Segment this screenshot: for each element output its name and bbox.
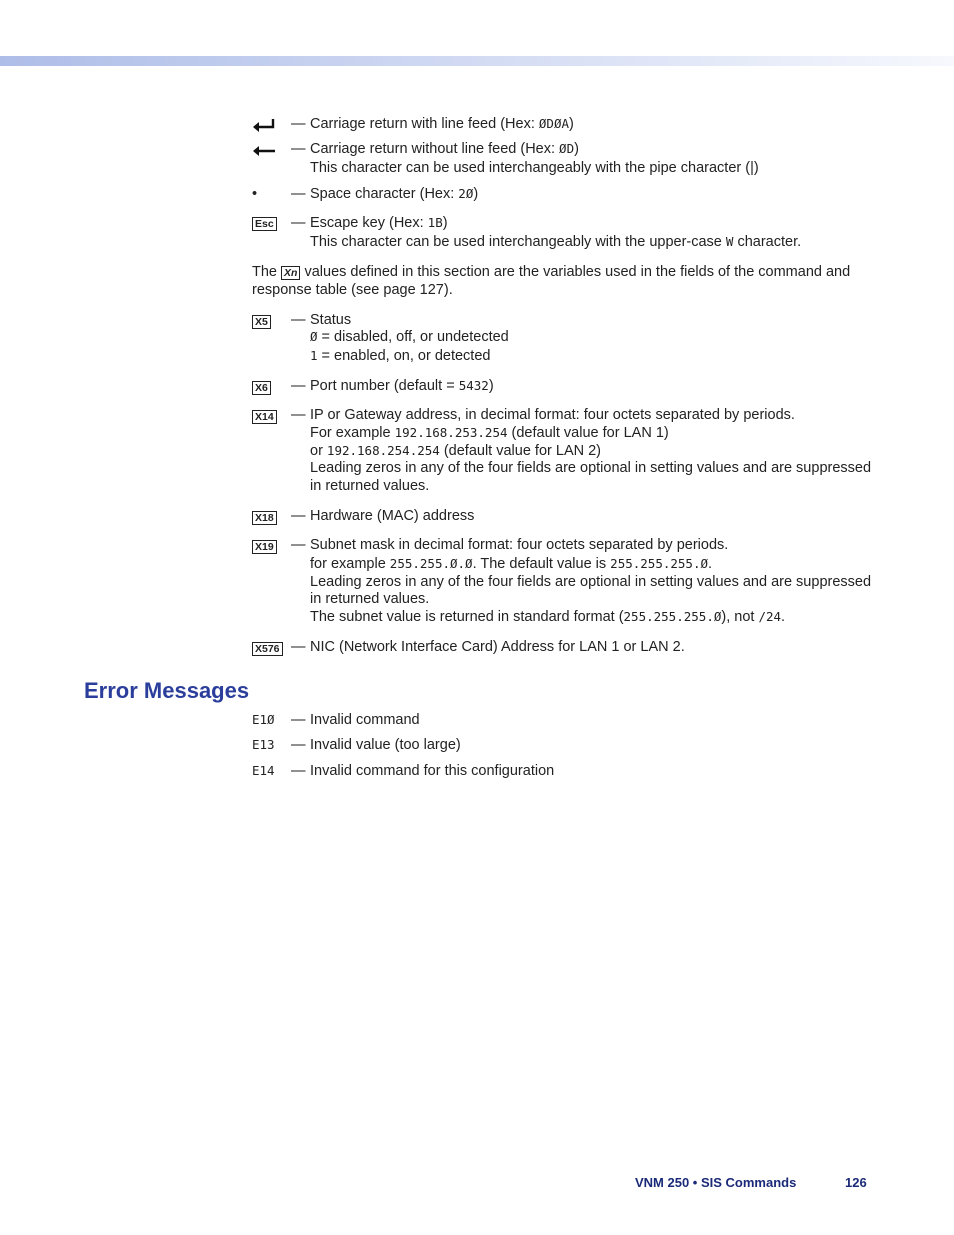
variable-dash: —: [291, 312, 306, 328]
symbol-dash: —: [291, 186, 306, 202]
error-code: E14: [252, 763, 275, 778]
variable-box-x6: X6: [252, 378, 271, 396]
symbol-description: Carriage return with line feed (Hex: ØDØA): [310, 116, 574, 132]
symbol-dash: —: [291, 116, 306, 132]
carriage-return-line-feed-icon: [252, 117, 276, 133]
error-dash: —: [291, 712, 306, 728]
page-number: 126: [845, 1175, 867, 1190]
variable-box-x19: X19: [252, 537, 277, 555]
variable-dash: —: [291, 407, 306, 423]
variable-title: IP or Gateway address, in decimal format: four octets separated by periods.: [310, 407, 795, 423]
variable-example-line: or 192.168.254.254 (default value for LAN 2): [310, 443, 602, 459]
variable-note-line: The subnet value is returned in standard format (255.255.255.Ø), not /24.: [310, 609, 786, 625]
variable-title: Status: [310, 312, 352, 328]
variable-box-x18: X18: [252, 508, 277, 526]
variable-note-line: Leading zeros in any of the four fields are optional in setting values and are suppressed: [310, 460, 872, 476]
variable-example-line: For example 192.168.253.254 (default value for LAN 1): [310, 425, 669, 441]
section-heading-error-messages: Error Messages: [84, 678, 250, 703]
variable-note-line: in returned values.: [310, 478, 430, 494]
variable-dash: —: [291, 378, 306, 394]
escape-key-box: Esc: [252, 214, 277, 232]
variable-box-x14: X14: [252, 407, 277, 425]
variable-value-line: 1 = enabled, on, or detected: [310, 348, 491, 364]
error-code: E1Ø: [252, 712, 275, 727]
symbol-dash: —: [291, 141, 306, 157]
variable-title: NIC (Network Interface Card) Address for LAN 1 or LAN 2.: [310, 639, 685, 655]
variable-box-x576: X576: [252, 639, 283, 657]
variable-box-x5: X5: [252, 312, 271, 330]
symbol-description: Escape key (Hex: 1B): [310, 215, 448, 231]
error-description: Invalid value (too large): [310, 737, 461, 753]
carriage-return-no-line-feed-icon: [252, 144, 276, 158]
error-code: E13: [252, 737, 275, 752]
header-accent-bar: [0, 56, 954, 66]
variable-title: Hardware (MAC) address: [310, 508, 475, 524]
variable-value-line: Ø = disabled, off, or undetected: [310, 329, 509, 345]
error-dash: —: [291, 763, 306, 779]
variable-note-line: Leading zeros in any of the four fields are optional in setting values and are suppressed: [310, 574, 872, 590]
footer-title: VNM 250 • SIS Commands: [635, 1175, 797, 1190]
error-description: Invalid command: [310, 712, 420, 728]
variables-intro: The Xn values defined in this section are the variables used in the fields of the command and response table (see page 127).: [252, 264, 851, 298]
symbol-note: This character can be used interchangeably with the upper-case W character.: [310, 234, 802, 250]
symbol-note: This character can be used interchangeably with the pipe character (|): [310, 160, 759, 176]
variable-dash: —: [291, 537, 306, 553]
symbol-description: Carriage return without line feed (Hex: ØD): [310, 141, 579, 157]
variable-dash: —: [291, 508, 306, 524]
symbol-dash: —: [291, 215, 306, 231]
variable-note-line: in returned values.: [310, 591, 430, 607]
variable-example-line: for example 255.255.Ø.Ø. The default value is 255.255.255.Ø.: [310, 556, 713, 572]
variable-title: Subnet mask in decimal format: four octets separated by periods.: [310, 537, 729, 553]
error-description: Invalid command for this configuration: [310, 763, 555, 779]
variable-title: Port number (default = 5432): [310, 378, 494, 394]
variable-dash: —: [291, 639, 306, 655]
symbol-description: Space character (Hex: 2Ø): [310, 186, 479, 202]
bullet-icon: •: [252, 186, 258, 202]
error-dash: —: [291, 737, 306, 753]
